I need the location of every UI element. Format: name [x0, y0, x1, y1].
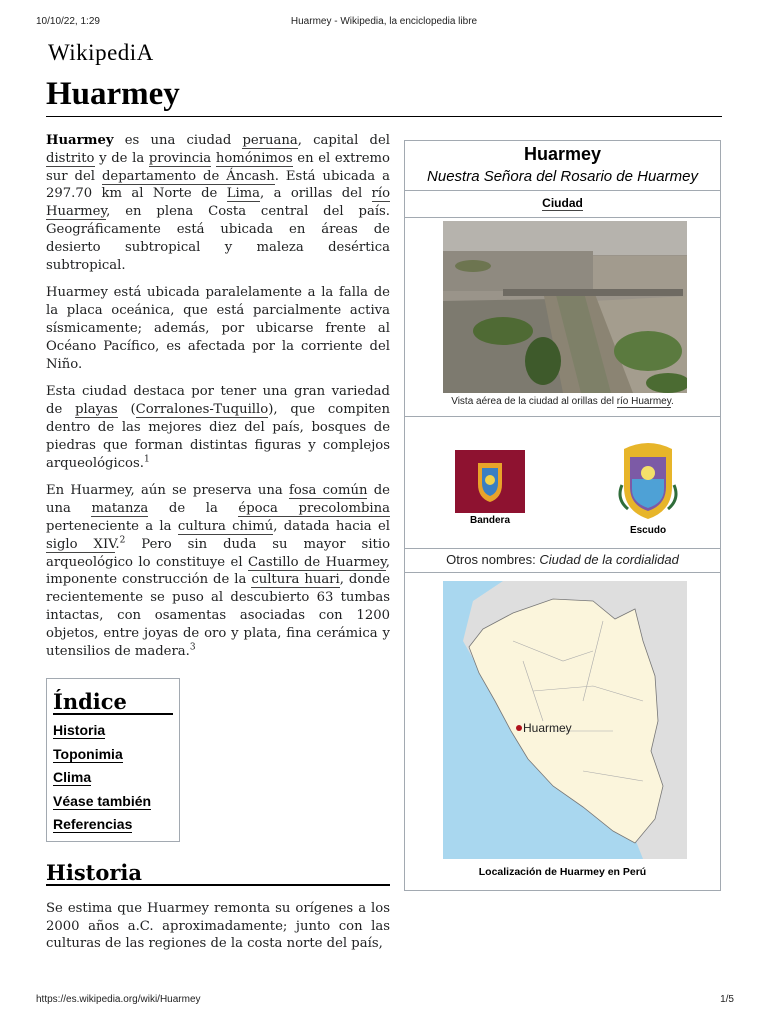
flag-label: Bandera	[469, 515, 510, 526]
link-matanza[interactable]: matanza	[91, 501, 149, 517]
infobox-subtitle: Nuestra Señora del Rosario de Huarmey	[427, 168, 698, 185]
other-names: Otros nombres: Ciudad de la cordialidad	[405, 548, 720, 573]
infobox-type[interactable]: Ciudad	[405, 190, 720, 218]
article-subject: Huarmey	[46, 133, 114, 148]
other-names-value: Ciudad de la cordialidad	[539, 552, 679, 567]
toc-item-clima[interactable]: Clima	[53, 769, 92, 786]
infobox-separator	[405, 416, 720, 417]
toc-item-referencias[interactable]: Referencias	[53, 816, 133, 833]
article-body	[46, 132, 390, 963]
link-departamento[interactable]: departamento de Áncash	[101, 168, 275, 184]
print-url: https://es.wikipedia.org/wiki/Huarmey	[36, 994, 201, 1005]
reference-3[interactable]: 3	[189, 642, 196, 653]
link-fosa-comun[interactable]: fosa común	[288, 483, 368, 499]
toc-item-toponimia[interactable]: Toponimia	[53, 745, 123, 762]
print-page-number: 1/5	[720, 994, 734, 1005]
page-title: Huarmey	[46, 76, 180, 112]
map-marker-label: Huarmey	[523, 721, 572, 735]
wikipedia-wordmark[interactable]: WikipediA	[48, 40, 154, 65]
toc-title: Índice	[53, 693, 173, 715]
aerial-city-photo[interactable]	[443, 221, 687, 393]
link-corralones[interactable]: Corralones-Tuquillo	[135, 402, 269, 418]
link-homonimos[interactable]: homónimos	[215, 150, 293, 166]
link-provincia[interactable]: provincia	[148, 150, 212, 166]
link-peruana[interactable]: peruana	[242, 133, 298, 148]
print-datetime: 10/10/22, 1:29	[36, 16, 100, 27]
photo-caption: Vista aérea de la ciudad al orillas del río Huarmey.	[451, 396, 674, 407]
title-rule	[46, 116, 722, 117]
reference-2[interactable]: 2	[119, 535, 126, 546]
historia-paragraph: Se estima que Huarmey remonta su orígenes a los 2000 años a.C. aproximadamente; junto con las culturas de las regiones de la costa norte del país,	[46, 900, 390, 952]
city-flag[interactable]	[455, 450, 525, 513]
coat-of-arms[interactable]	[618, 439, 678, 521]
link-epoca-precolombina[interactable]: época precolombina	[238, 501, 391, 517]
link-lima[interactable]: Lima	[226, 186, 261, 202]
link-cultura-chimu[interactable]: cultura chimú	[177, 518, 274, 534]
archaeology-paragraph: En Huarmey, aún se preserva una fosa común de una matanza de la época precolombina perteneciente a la cultura chimú, datada hacia el siglo XIV.$^2$ Pero sin duda su mayor sitio arqueológico lo constituye el Castillo de Huarmey, imponente construcción de la cultura huari, donde recientemente se puso al descubierto 63 tumbas intactas, con osamentas asociadas con 1200 objetos, entre joyas de oro y plata, fina cerámica y utensilios de madera.$^3$	[46, 483, 391, 659]
link-rio-huarmey[interactable]: río Huarmey	[46, 186, 391, 220]
print-page-title: Huarmey - Wikipedia, la enciclopedia libre	[290, 16, 478, 27]
link-playas[interactable]: playas	[75, 402, 118, 418]
infobox	[404, 140, 721, 891]
intro-paragraph: Huarmey es una ciudad peruana, capital del distrito y de la provincia homónimos en el extremo sur del departamento de Áncash. Está ubicada a 297.70 km al Norte de Lima, a orillas del río Huarmey, en plena Costa central del país. Geográficamente está ubicada en áreas de desierto subtropical y maleza desértica subtropical.	[46, 133, 391, 273]
link-distrito[interactable]: distrito	[46, 150, 95, 166]
map-caption: Localización de Huarmey en Perú	[478, 866, 647, 878]
location-map[interactable]	[443, 581, 687, 859]
shield-label: Escudo	[629, 525, 667, 536]
link-cultura-huari[interactable]: cultura huari	[251, 572, 340, 588]
beaches-paragraph: Esta ciudad destaca por tener una gran variedad de playas (Corralones-Tuquillo), que compiten dentro de las mejores diez del país, bosques de piedras que forman distintas figuras y complejos arqueológicos.$^1$	[46, 384, 390, 471]
link-caption-rio-huarmey[interactable]: río Huarmey	[616, 396, 671, 407]
table-of-contents	[46, 678, 180, 842]
toc-item-historia[interactable]: Historia	[53, 722, 106, 739]
geology-paragraph: Huarmey está ubicada paralelamente a la falla de la placa oceánica, que está parcialmente activa sísmicamente; además, por ubicarse frente al Océano Pacífico, es afectada por la corriente del Niño.	[46, 285, 390, 372]
section-heading-historia: Historia	[46, 864, 390, 886]
link-siglo-xiv[interactable]: siglo XIV	[46, 536, 116, 552]
toc-item-vease-tambien[interactable]: Véase también	[53, 792, 152, 809]
infobox-name: Huarmey	[523, 144, 602, 164]
link-castillo-huarmey[interactable]: Castillo de Huarmey	[247, 554, 386, 570]
reference-1[interactable]: 1	[143, 454, 150, 465]
